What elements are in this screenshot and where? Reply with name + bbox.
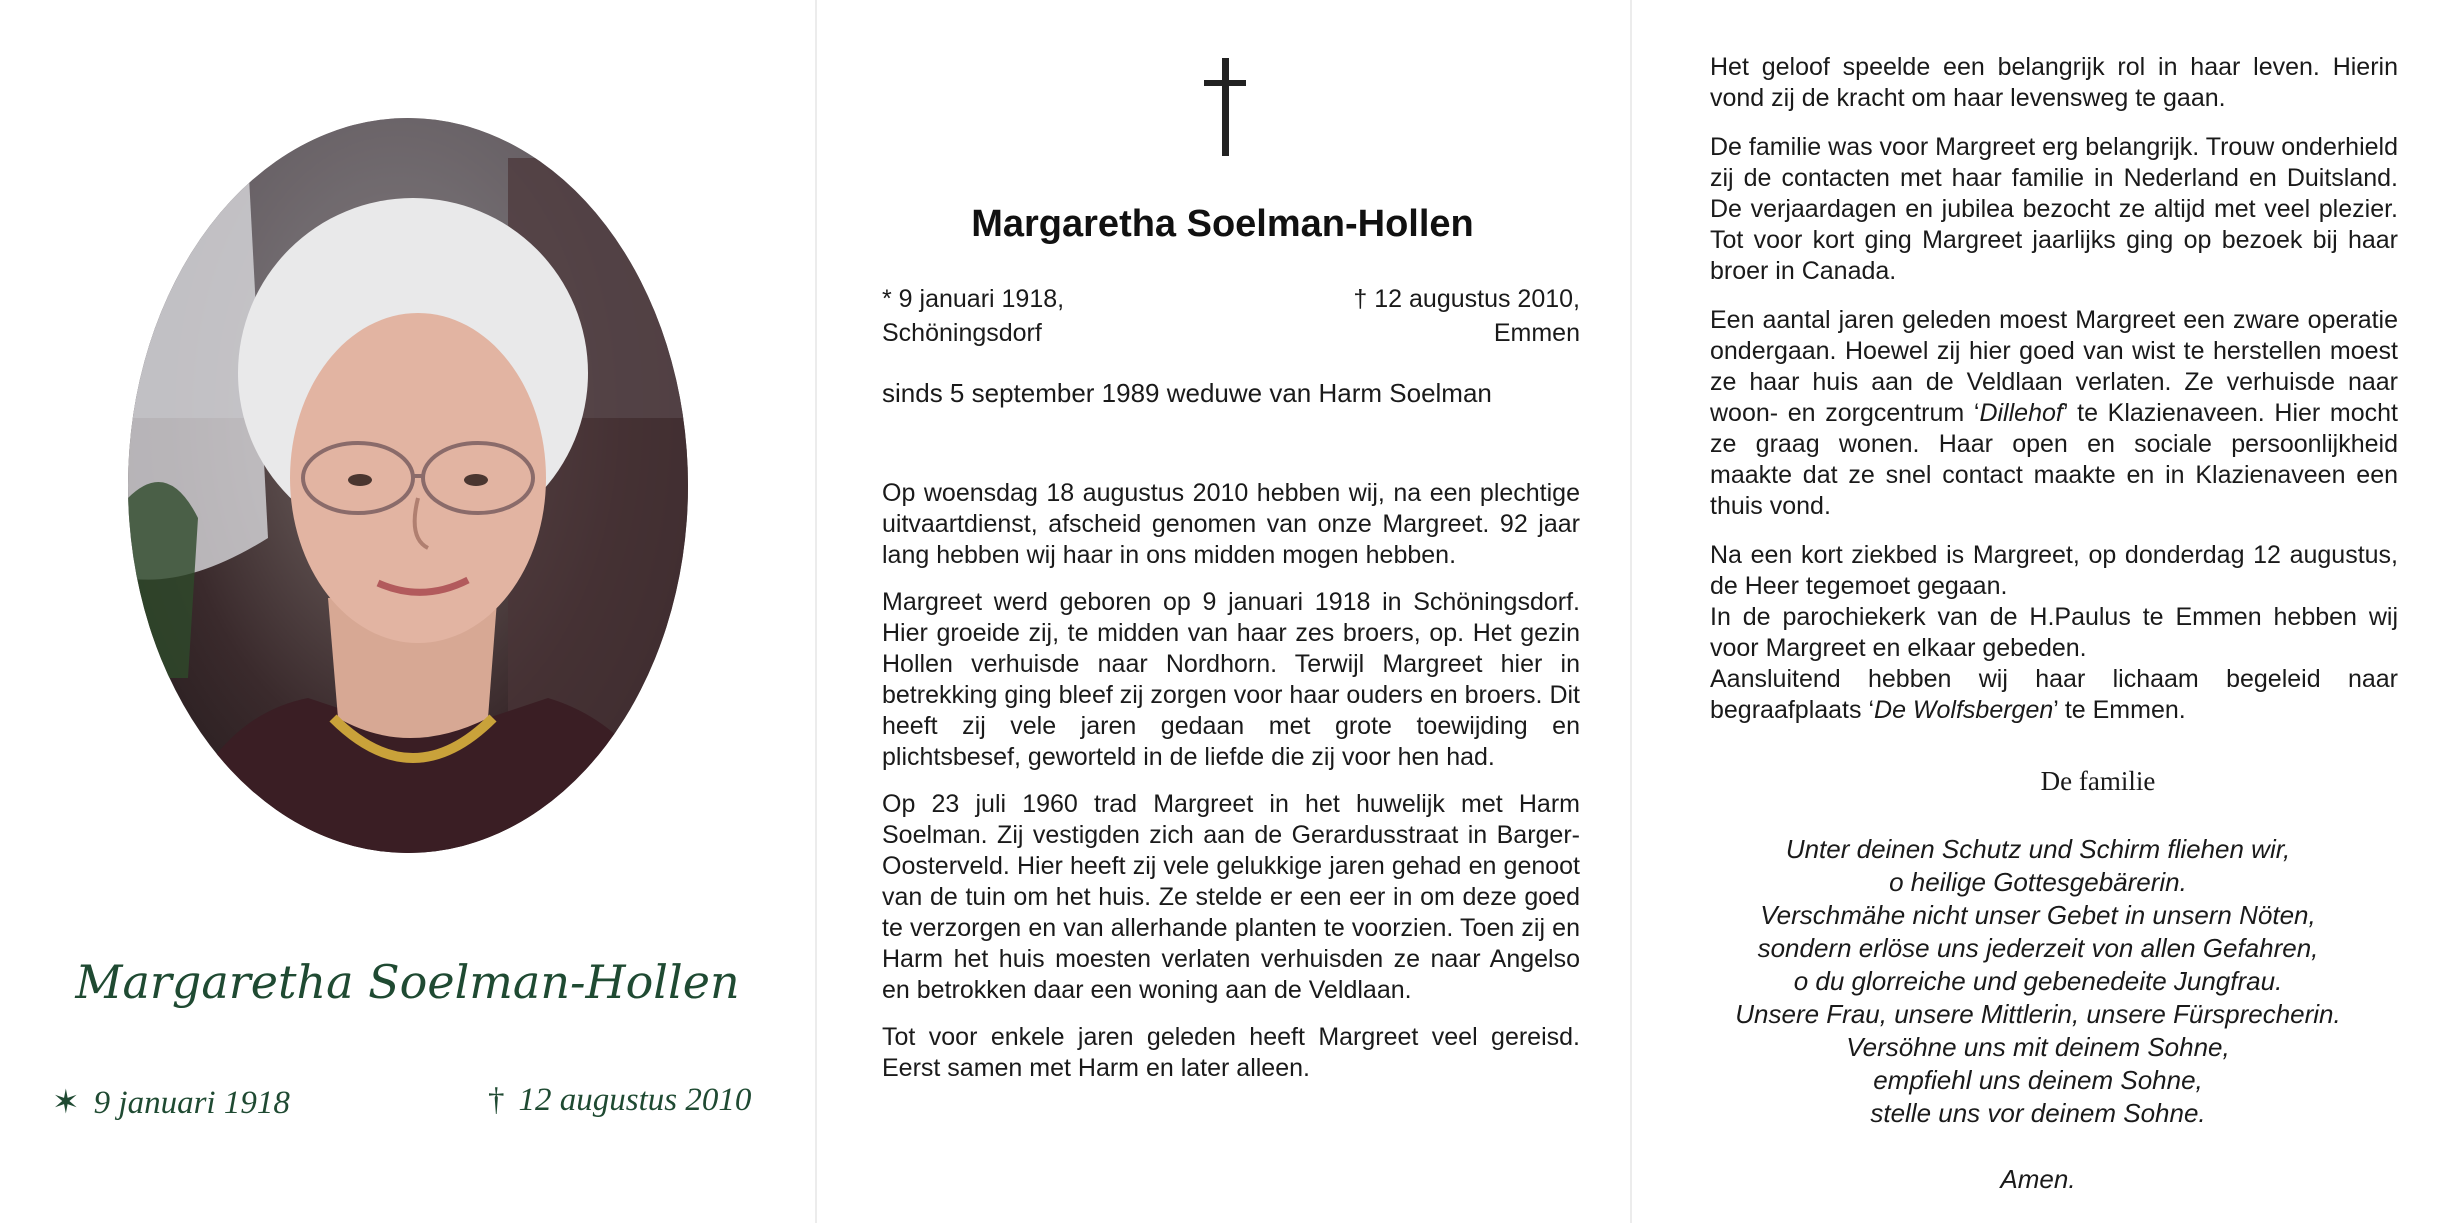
death-place: Emmen [1493, 319, 1580, 347]
panel-left [0, 0, 815, 1223]
place-name: Dillehof [1979, 399, 2063, 427]
biography-paragraph: Op 23 juli 1960 trad Margreet in het huwelijk met Harm Soelman. Zij vestigden zich aan de Gerardusstraat in Barger-Oosterveld. Hier heeft zij vele gelukkige jaren gehad en genoot van de tuin om het huis. Ze stelde er een eer in om deze goed te verzorgen en van allerhande planten te voorzien. Toen zij en Harm het huis moesten verlaten verhuisden ze naar Angelso en betrokken daar een woning aan de Veldlaan. [882, 790, 1580, 1004]
birth-place: Schöningsdorf [882, 319, 1042, 347]
biography-paragraph: Margreet werd geboren op 9 januari 1918 in Schöningsdorf. Hier groeide zij, te midden van haar zes broers, op. Het gezin Hollen verhuisde naar Nordhorn. Terwijl Margreet hier in betrekking ging bleef zij zorgen voor haar ouders en broers. Dit heeft zij vele jaren gedaan met grote toewijding en plichtsbesef, geworteld in de liefde die zij voor hen had. [882, 588, 1580, 771]
star-icon: ✶ [52, 1085, 80, 1121]
birth-info [882, 282, 1064, 350]
death-date: † 12 augustus 2010, [1353, 285, 1580, 313]
biography-paragraph: Na een kort ziekbed is Margreet, op donderdag 12 augustus, de Heer tegemoet gegaan. In de parochiekerk van de H.Paulus te Emmen hebben wij voor Margreet en elkaar gebeden. Aansluitend hebben wij haar lichaam begeleid naar begraafplaats ‘De Wolfsbergen’ te Emmen. [1710, 541, 2398, 724]
prayer-line: sondern erlöse uns jederzeit von allen Gefahren, [1757, 933, 2319, 963]
death-date-left [488, 1082, 751, 1119]
amen: Amen. [2000, 1164, 2076, 1194]
birth-date: * 9 januari 1918, [882, 285, 1065, 313]
panel-middle [815, 0, 1630, 1223]
widow-line: sinds 5 september 1989 weduwe van Harm Soelman [882, 378, 1492, 408]
biography-paragraph: Een aantal jaren geleden moest Margreet een zware operatie ondergaan. Hoewel zij hier goed van wist te herstellen moest ze haar huis aan de Veldlaan verlaten. Ze verhuisde naar woon- en zorgcentrum ‘Dillehof’ te Klazienaveen. Hier mocht ze graag wonen. Haar open en sociale persoonlijkheid maakte dat ze snel contact maakte en in Klazienaveen een thuis vond. [1710, 306, 2399, 520]
dagger-icon: † [488, 1082, 505, 1118]
cross-icon [1200, 58, 1250, 156]
death-date-text: 12 augustus 2010 [518, 1082, 752, 1118]
biography-paragraph: Het geloof speelde een belangrijk rol in haar leven. Hierin vond zij de kracht om haar levensweg te gaan. [1710, 53, 2398, 112]
birth-date-text: 9 januari 1918 [93, 1085, 290, 1121]
biography-paragraph: Op woensdag 18 augustus 2010 hebben wij, na een plechtige uitvaartdienst, afscheid genomen van onze Margreet. 92 jaar lang hebben wij haar in ons midden mogen hebben. [882, 479, 1580, 569]
biography-text [882, 478, 1580, 1100]
portrait-photo [128, 118, 688, 853]
deceased-name-script: Margaretha Soelman-Hollen [75, 955, 740, 1009]
prayer-line: o du glorreiche und gebenedeite Jungfrau. [1793, 966, 2283, 996]
biography-paragraph: De familie was voor Margreet erg belangrijk. Trouw onderhield zij de contacten met haar familie in Nederland en Duitsland. De verjaardagen en jubilea bezocht ze altijd met veel plezier. Tot voor kort ging Margreet jaarlijks ging op bezoek bij haar broer in Canada. [1710, 133, 2398, 285]
prayer [1630, 833, 2446, 1130]
biography-paragraph: Tot voor enkele jaren geleden heeft Margreet veel gereisd. Eerst samen met Harm en later alleen. [882, 1023, 1580, 1082]
deceased-name-title: Margaretha Soelman-Hollen [971, 203, 1474, 245]
portrait-icon [128, 118, 688, 853]
prayer-line: o heilige Gottesgebärerin. [1889, 867, 2187, 897]
biography-continued [1710, 52, 2398, 744]
prayer-line: Versöhne uns mit deinem Sohne, [1846, 1032, 2230, 1062]
prayer-line: Unter deinen Schutz und Schirm fliehen wir, [1785, 834, 2291, 864]
prayer-line: empfiehl uns deinem Sohne, [1873, 1065, 2203, 1095]
prayer-line: Unsere Frau, unsere Mittlerin, unsere Fürsprecherin. [1735, 999, 2341, 1029]
cemetery-name: De Wolfsbergen [1874, 696, 2054, 724]
prayer-line: stelle uns vor deinem Sohne. [1870, 1098, 2206, 1128]
prayer-line: Verschmähe nicht unser Gebet in unsern Nöten, [1760, 900, 2316, 930]
death-info [1353, 282, 1580, 350]
panel-right [1630, 0, 2446, 1223]
birth-date-left [52, 1082, 290, 1122]
signature: De familie [2040, 766, 2156, 796]
